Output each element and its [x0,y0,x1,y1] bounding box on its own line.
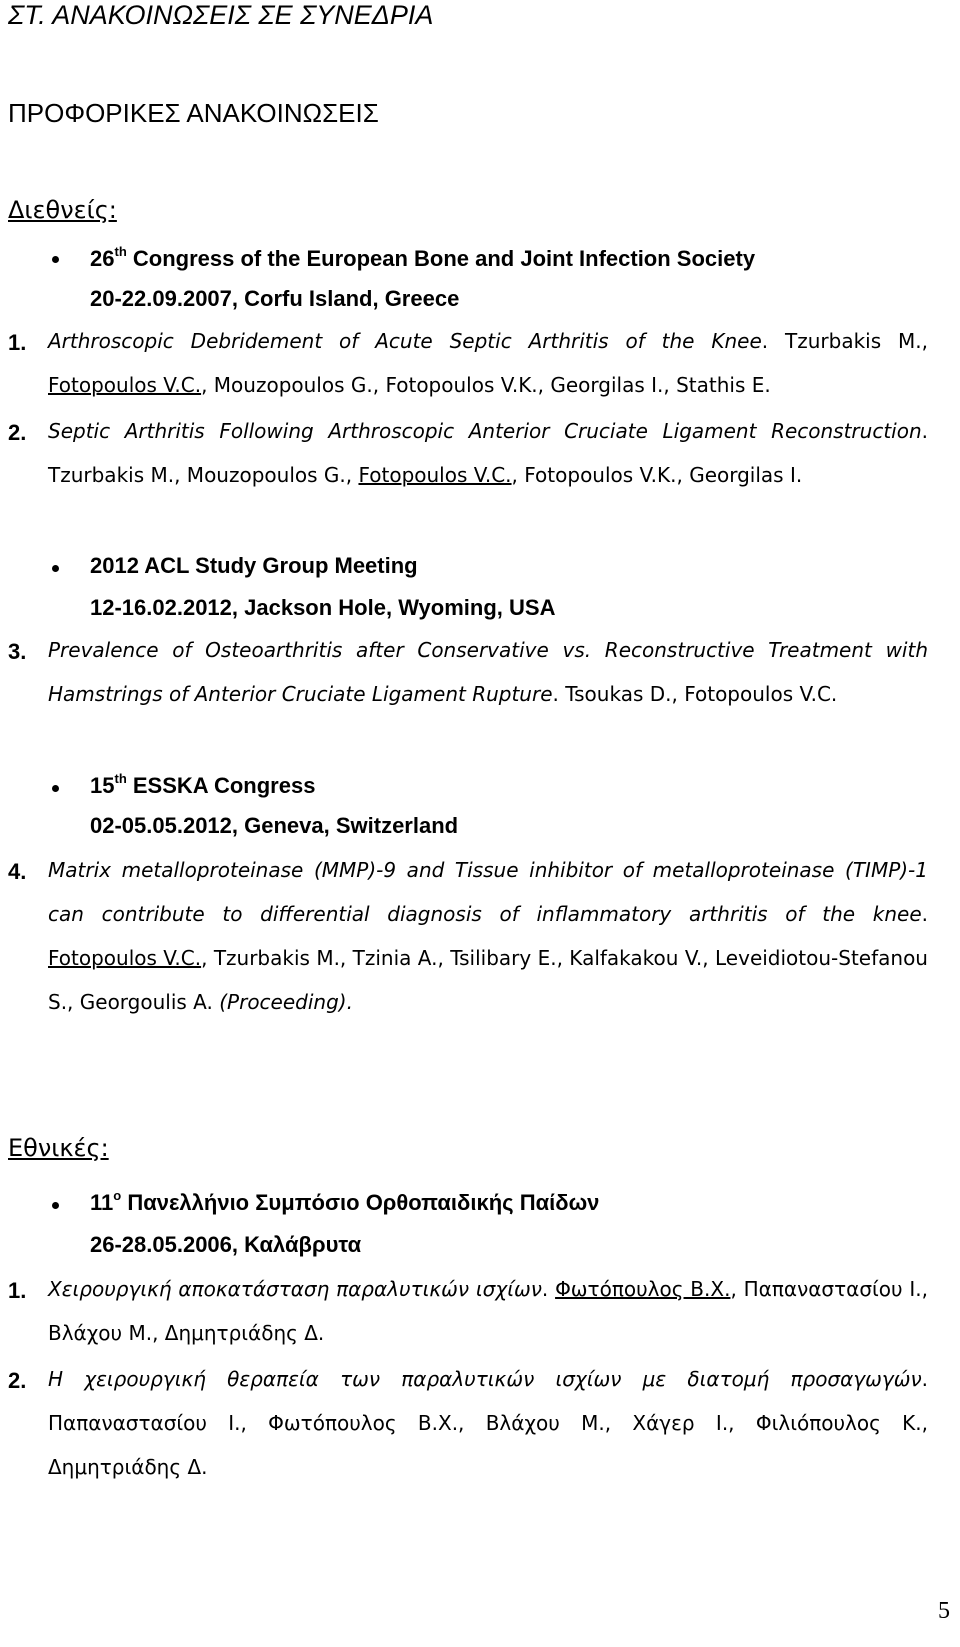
conference-dates: 02-05.05.2012, Geneva, Switzerland [90,813,459,838]
publication-entry: Septic Arthritis Following Arthroscopic Anterior Cruciate Ligament Reconstruction. Tzurbakis M., Mouzopoulos G., Fotopoulos V.C., Fotopoulos V.K., Georgilas I. [48,419,928,487]
bullet-icon [52,1202,59,1209]
publication-entry: Arthroscopic Debridement of Acute Septic Arthritis of the Knee. Tzurbakis M., Fotopoulos V.C., Mouzopoulos G., Fotopoulos V.K., Georgilas I., Stathis E. [48,329,928,397]
entry-number: 2. [8,1368,27,1393]
conference-title: 11$^o$ Πανελλήνιο Συμπόσιο Ορθοπαιδικής Παίδων [90,1188,600,1215]
national-label: Εθνικές: [8,1134,109,1162]
entry-number: 2. [8,420,27,445]
conference-dates: 20-22.09.2007, Corfu Island, Greece [90,286,460,311]
page-number: 5 [938,1598,950,1624]
subsection-heading: ΠΡΟΦΟΡΙΚΕΣ ΑΝΑΚΟΙΝΩΣΕΙΣ [8,98,379,128]
section-heading: ΣΤ. ΑΝΑΚΟΙΝΩΣΕΙΣ ΣΕ ΣΥΝΕΔΡΙΑ [8,0,434,30]
bullet-icon [52,785,59,792]
conference-title: 15th ESSKA Congress [90,771,316,798]
publication-entry: Matrix metalloproteinase (MMP)-9 and Tissue inhibitor of metalloproteinase (TIMP)-1 can contribute to differential diagnosis of inflammatory arthritis of the knee. Fotopoulos V.C., Tzurbakis M., Tzinia A., Tsilibary E., Kalfakakou V., Leveidiotou-Stefanou S., Georgoulis A. (Proceeding). [48,858,928,1014]
conference-dates: 26-28.05.2006, Καλάβρυτα [90,1232,362,1257]
conference-dates: 12-16.02.2012, Jackson Hole, Wyoming, USA [90,595,556,620]
publication-entry: Prevalence of Osteoarthritis after Conservative vs. Reconstructive Treatment with Hamstrings of Anterior Cruciate Ligament Rupture. Tsoukas D., Fotopoulos V.C. [48,638,928,706]
bullet-icon [52,256,59,263]
publication-entry: Χειρουργική αποκατάσταση παραλυτικών ισχίων. Φωτόπουλος Β.Χ., Παπαναστασίου Ι., Βλάχου Μ., Δημητριάδης Δ. [48,1277,929,1345]
bullet-icon [52,565,59,572]
conference-title: 26th Congress of the European Bone and Joint Infection Society [90,244,756,271]
entry-number: 1. [8,1278,27,1303]
entry-number: 4. [8,859,27,884]
entry-number: 3. [8,639,27,664]
international-label: Διεθνείς: [8,196,117,224]
conference-title: 2012 ACL Study Group Meeting [90,553,418,578]
publication-entry: Η χειρουργική θεραπεία των παραλυτικών ισχίων με διατομή προσαγωγών. Παπαναστασίου Ι., Φωτόπουλος Β.Χ., Βλάχου Μ., Χάγερ Ι., Φιλιόπουλος Κ., Δημητριάδης Δ. [48,1367,928,1479]
entry-number: 1. [8,330,27,355]
